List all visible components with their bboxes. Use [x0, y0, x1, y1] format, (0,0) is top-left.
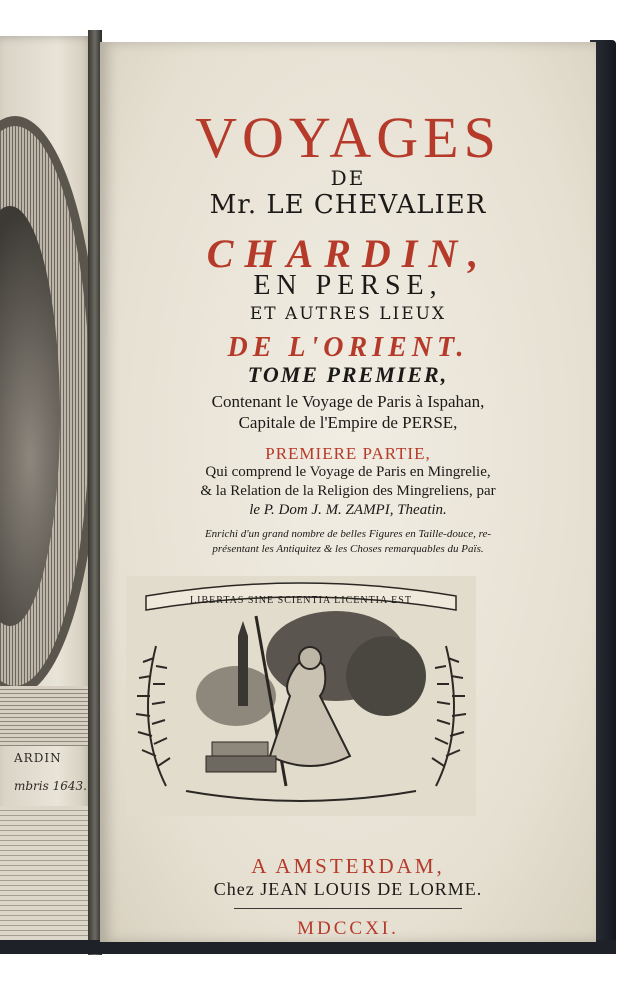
- subtitle-qui-comprend: Qui comprend le Voyage de Paris en Mingrelie,: [205, 464, 491, 480]
- imprint-place: A AMSTERDAM,: [251, 854, 445, 878]
- title-tome: TOME PREMIER,: [247, 362, 449, 387]
- motto-text: LIBERTAS SINE SCIENTIA LICENTIA EST: [190, 595, 412, 606]
- frontispiece-page: [0, 36, 96, 951]
- title-page: [100, 42, 596, 942]
- imprint-rule: [234, 908, 462, 909]
- title-chevalier: Mr. LE CHEVALIER: [209, 190, 487, 220]
- books-icon: [206, 756, 276, 772]
- subtitle-relation: & la Relation de la Religion des Mingreliens, par: [200, 483, 496, 499]
- cover-bottom-edge: [0, 940, 616, 954]
- imprint-date: MDCCXI.: [297, 918, 399, 939]
- title-voyages: VOYAGES: [195, 105, 501, 170]
- subtitle-enrichi: Enrichi d'un grand nombre de belles Figures en Taille-douce, re-: [204, 528, 492, 540]
- tower-icon: [238, 636, 248, 706]
- imprint-publisher: Chez JEAN LOUIS DE LORME.: [213, 879, 483, 899]
- subtitle-capitale: Capitale de l'Empire de PERSE,: [238, 413, 458, 432]
- title-de: DE: [330, 166, 366, 190]
- title-en-perse: EN PERSE,: [253, 270, 443, 301]
- subtitle-zampi: le P. Dom J. M. ZAMPI, Theatin.: [249, 502, 447, 518]
- engraved-vignette: [126, 576, 476, 816]
- portrait-pedestal: [0, 686, 96, 746]
- title-orient: DE L'ORIENT.: [227, 332, 469, 363]
- title-premiere-partie: PREMIERE PARTIE,: [265, 444, 431, 463]
- subtitle-presentant: présentant les Antiquitez & les Choses remarquables du Païs.: [212, 543, 484, 555]
- frontispiece-caption-name: ARDIN: [14, 751, 62, 765]
- frontispiece-base: [0, 806, 96, 946]
- frontispiece-caption-date: mbris 1643.: [14, 779, 87, 793]
- title-autres-lieux: ET AUTRES LIEUX: [249, 304, 447, 324]
- subtitle-contenant: Contenant le Voyage de Paris à Ispahan,: [211, 392, 485, 411]
- title-author: CHARDIN,: [206, 231, 490, 276]
